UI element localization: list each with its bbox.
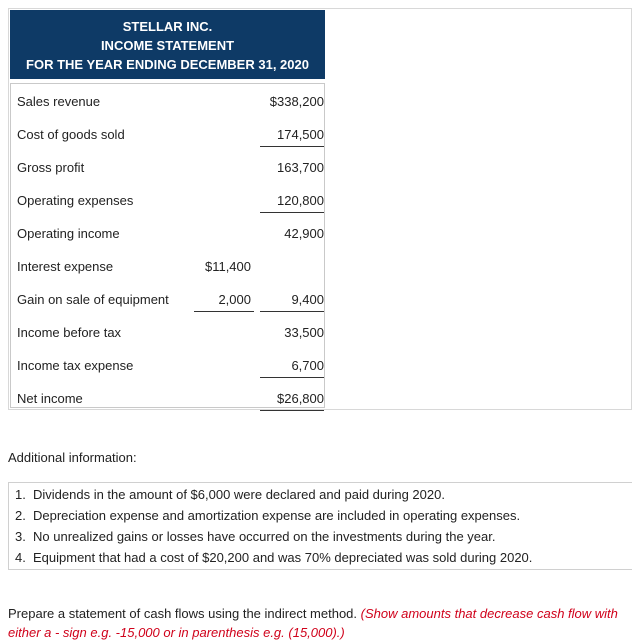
underline (194, 311, 254, 312)
row-value: 6,700 (291, 358, 324, 373)
list-item (15, 550, 532, 565)
table-row (11, 292, 324, 312)
item-number: 3. (15, 529, 26, 544)
row-label: Income before tax (17, 325, 122, 340)
row-value-inner: $11,400 (204, 259, 251, 274)
underline (260, 377, 324, 378)
underline (260, 311, 324, 312)
company-name: STELLAR INC. (122, 19, 213, 34)
table-row (11, 160, 324, 180)
item-number: 4. (15, 550, 26, 565)
underline (260, 212, 324, 213)
list-item (15, 529, 495, 544)
row-label: Operating income (17, 226, 120, 241)
list-item (15, 508, 520, 523)
item-text: Dividends in the amount of $6,000 were declared and paid during 2020. (33, 487, 445, 502)
row-value: 120,800 (277, 193, 324, 208)
row-value-inner: 2,000 (218, 292, 251, 307)
additional-info-list (8, 482, 632, 570)
table-row (11, 193, 324, 213)
row-value: 9,400 (291, 292, 324, 307)
row-value: 174,500 (277, 127, 324, 142)
row-value: $26,800 (277, 391, 324, 406)
table-row (11, 94, 324, 114)
row-label: Cost of goods sold (17, 127, 125, 142)
row-label: Net income (17, 391, 83, 406)
table-row (11, 259, 324, 279)
item-text: Depreciation expense and amortization expense are included in operating expenses. (33, 508, 521, 523)
row-label: Operating expenses (17, 193, 134, 208)
row-value: 33,500 (284, 325, 324, 340)
row-label: Sales revenue (17, 94, 101, 109)
statement-period: FOR THE YEAR ENDING DECEMBER 31, 2020 (26, 57, 309, 72)
table-row (11, 325, 324, 345)
statement-header (10, 10, 325, 79)
item-number: 2. (15, 508, 26, 523)
additional-info-heading: Additional information: (8, 450, 137, 465)
instruction-text: Prepare a statement of cash flows using the indirect method. (8, 606, 358, 621)
row-label: Gross profit (17, 160, 85, 175)
row-label: Income tax expense (17, 358, 134, 373)
row-value: 42,900 (284, 226, 324, 241)
list-item (15, 487, 445, 502)
table-row (11, 127, 324, 147)
row-value: 163,700 (277, 160, 324, 175)
table-row (11, 358, 324, 378)
item-number: 1. (15, 487, 26, 502)
double-underline (260, 410, 324, 411)
item-text: Equipment that had a cost of $20,200 and was 70% depreciated was sold during 2020. (33, 550, 533, 565)
row-label: Gain on sale of equipment (17, 292, 169, 307)
item-text: No unrealized gains or losses have occurred on the investments during the year. (33, 529, 496, 544)
table-row (11, 391, 324, 411)
row-label: Interest expense (17, 259, 114, 274)
row-value: $338,200 (269, 94, 324, 109)
instruction-note: (Show amounts that decrease cash flow with either a - sign e.g. -15,000 or in parenthesis e.g. (15,000).) (8, 606, 618, 640)
income-statement-table (10, 83, 325, 408)
instructions (8, 604, 634, 642)
underline (260, 146, 324, 147)
table-row (11, 226, 324, 246)
statement-title: INCOME STATEMENT (100, 38, 235, 53)
